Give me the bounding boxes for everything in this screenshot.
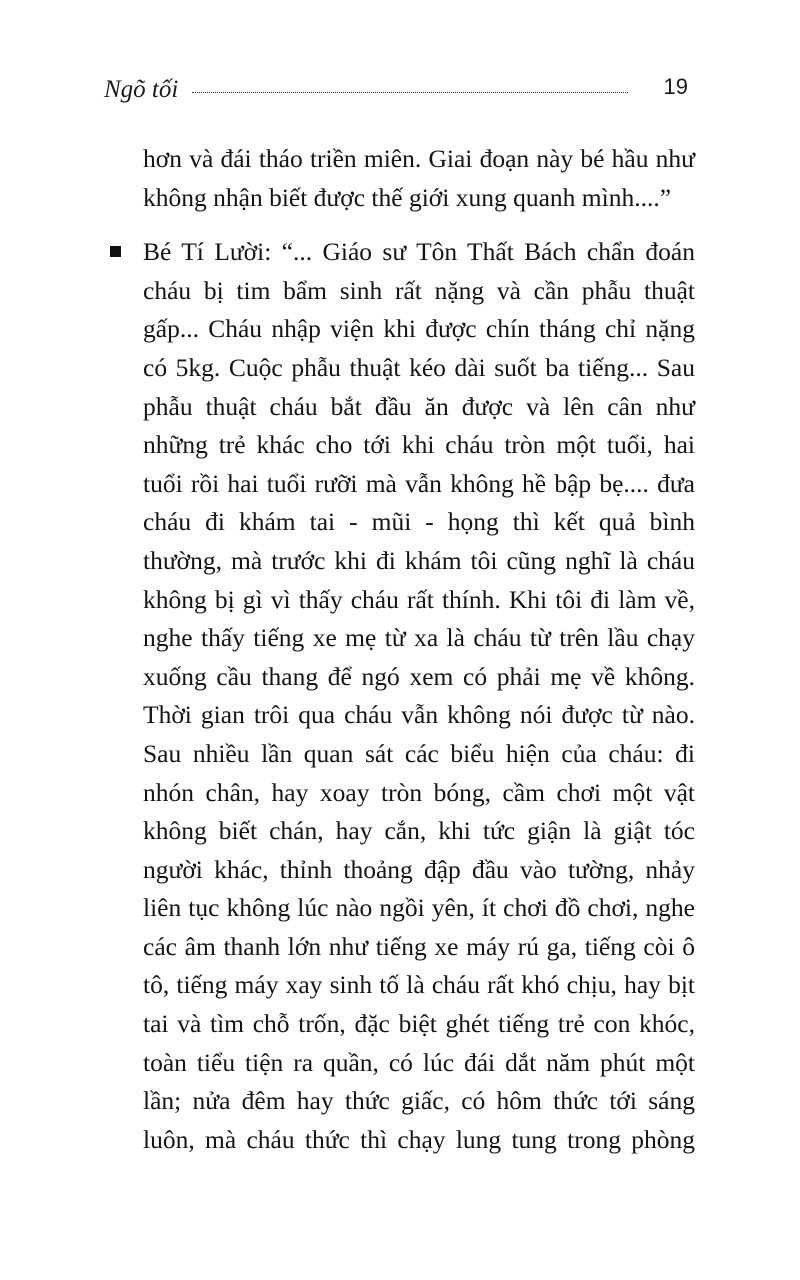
page-body (143, 140, 695, 1159)
text-line: người khác, thỉnh thoảng đập đầu vào tường, nhảy (143, 854, 695, 884)
text-line: gấp... Cháu nhập viện khi được chín tháng chỉ nặng (143, 314, 695, 344)
text-line: có 5kg. Cuộc phẫu thuật kéo dài suốt ba tiếng... Sau (143, 352, 695, 382)
text-line: không bị gì vì thấy cháu rất thính. Khi tôi đi làm về, (143, 584, 695, 614)
text-line: không nhận biết được thế giới xung quanh mình....” (143, 182, 672, 212)
text-line: những trẻ khác cho tới khi cháu tròn một tuổi, hai (143, 430, 695, 460)
text-line: toàn tiểu tiện ra quần, có lúc đái dắt năm phút một (143, 1047, 695, 1077)
text-line: Bé Tí Lười: “... Giáo sư Tôn Thất Bách chẩn đoán (143, 237, 695, 267)
text-line: xuống cầu thang để ngó xem có phải mẹ về không. (143, 661, 695, 691)
square-bullet-icon (110, 246, 121, 257)
text-line: hơn và đái tháo triền miên. Giai đoạn này bé hầu như (143, 144, 695, 173)
text-line: các âm thanh lớn như tiếng xe máy rú ga, tiếng còi ô (143, 931, 695, 961)
running-title: Ngõ tối (104, 76, 179, 103)
continuation-paragraph (143, 140, 695, 217)
text-line: luôn, mà cháu thức thì chạy lung tung trong phòng (143, 1124, 695, 1154)
page-number: 19 (663, 74, 688, 99)
text-line: tai và tìm chỗ trốn, đặc biệt ghét tiếng trẻ con khóc, (143, 1009, 695, 1039)
page-header (104, 72, 688, 106)
text-line: lần; nửa đêm hay thức giấc, có hôm thức tới sáng (143, 1086, 695, 1116)
text-line: liên tục không lúc nào ngồi yên, ít chơi đồ chơi, nghe (143, 893, 695, 923)
text-line: cháu đi khám tai - mũi - họng thì kết quả bình (143, 507, 695, 537)
text-line: Thời gian trôi qua cháu vẫn không nói được từ nào. (143, 700, 695, 730)
text-line: cháu bị tim bẩm sinh rất nặng và cần phẫu thuật (143, 275, 695, 305)
text-line: nghe thấy tiếng xe mẹ từ xa là cháu từ trên lầu chạy (143, 623, 695, 653)
text-line: thường, mà trước khi đi khám tôi cũng nghĩ là cháu (143, 545, 695, 575)
text-line: phẫu thuật cháu bắt đầu ăn được và lên cân như (143, 391, 695, 421)
bullet-paragraph (143, 233, 695, 1159)
text-line: nhón chân, hay xoay tròn bóng, cầm chơi một vật (143, 777, 695, 807)
header-dotted-rule (192, 92, 628, 93)
text-line: Sau nhiều lần quan sát các biểu hiện của cháu: đi (143, 738, 695, 768)
text-line: không biết chán, hay cắn, khi tức giận là giật tóc (143, 816, 695, 846)
text-line: tô, tiếng máy xay sinh tố là cháu rất khó chịu, hay bịt (143, 970, 695, 1000)
text-line: tuổi rồi hai tuổi rưỡi mà vẫn không hề bập bẹ.... đưa (143, 468, 695, 498)
